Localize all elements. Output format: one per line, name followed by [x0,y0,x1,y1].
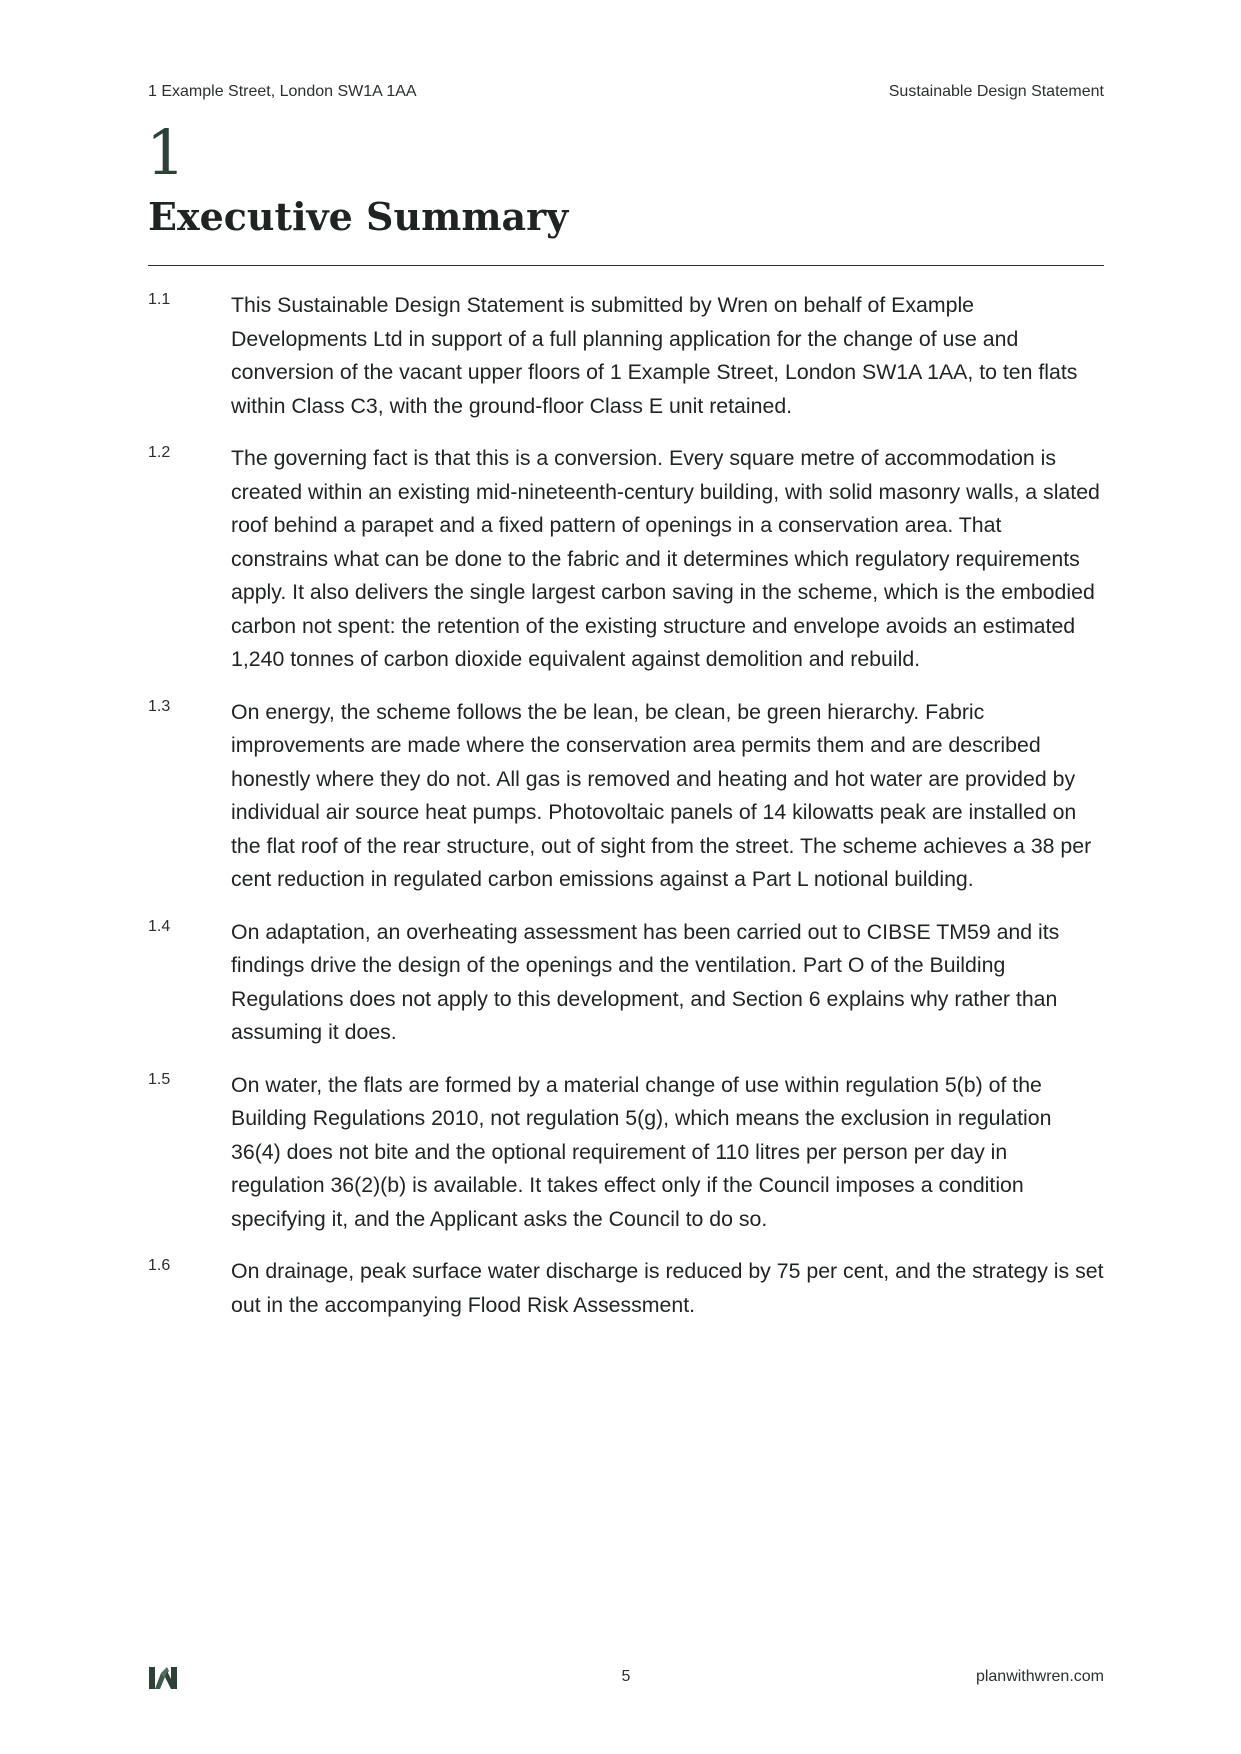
paragraph-text: On water, the flats are formed by a material change of use within regulation 5(b) of the Building Regulations 2010, not regulation 5(g), which means the exclusion in regulation 36(4) does not bite and the optional requirement of 110 litres per person per day in regulation 36(2)(b) is available. It takes effect only if the Council imposes a condition specifying it, and the Applicant asks the Council to do so. [231,1072,1052,1231]
paragraph [148,1069,1104,1237]
paragraph-number: 1.1 [148,291,171,308]
paragraph [148,696,1104,897]
paragraph-text: This Sustainable Design Statement is submitted by Wren on behalf of Example Developments Ltd in support of a full planning application for the change of use and conversion of the vacant upper floors of 1 Example Street, London SW1A 1AA, to ten flats within Class C3, with the ground-floor Class E unit retained. [231,293,1078,418]
paragraph-number: 1.4 [148,917,171,935]
paragraph-text: On energy, the scheme follows the be lean, be clean, be green hierarchy. Fabric improvements are made where the conservation area permits them and are described honestly where they do not. All gas is removed and heating and hot water are provided by individual air source heat pumps. Photovoltaic panels of 14 kilowatts peak are installed on the flat roof of the rear structure, out of sight from the street. The scheme achieves a 38 per cent reduction in regulated carbon emissions against a Part L notional building. [231,699,1092,891]
header-address: 1 Example Street, London SW1A 1AA [148,83,417,100]
chapter-title: Executive Summary [148,194,569,239]
page-footer [148,1665,1104,1695]
footer-url: planwithwren.com [975,1668,1104,1685]
chapter-number: 1 [146,116,186,189]
paragraph-text: The governing fact is that this is a conversion. Every square metre of accommodation is created within an existing mid-nineteenth-century building, with solid masonry walls, a slated roof behind a parapet and a fixed pattern of openings in a conservation area. That constrains what can be done to the fabric and it determines which regulatory requirements apply. It also delivers the single largest carbon saving in the scheme, which is the embodied carbon not spent: the retention of the existing structure and envelope avoids an estimated 1,240 tonnes of carbon dioxide equivalent against demolition and rebuild. [231,446,1100,671]
paragraph-list [148,289,1104,1341]
paragraph-text: On adaptation, an overheating assessment has been carried out to CIBSE TM59 and its findings drive the design of the openings and the ventilation. Part O of the Building Regulations does not apply to this development, and Section 6 explains why rather than assuming it does. [231,919,1060,1044]
paragraph-number: 1.2 [148,444,171,461]
header-document-title: Sustainable Design Statement [888,83,1104,100]
paragraph [148,916,1104,1050]
paragraph [148,1255,1104,1322]
paragraph-number: 1.6 [148,1257,171,1274]
running-header [148,83,1104,101]
title-divider [148,265,1104,266]
page-number: 5 [621,1668,631,1685]
paragraph-number: 1.3 [148,697,171,715]
paragraph-text: On drainage, peak surface water discharge is reduced by 75 per cent, and the strategy is set out in the accompanying Flood Risk Assessment. [231,1259,1104,1317]
paragraph-number: 1.5 [148,1070,171,1088]
paragraph [148,289,1104,423]
paragraph [148,442,1104,677]
